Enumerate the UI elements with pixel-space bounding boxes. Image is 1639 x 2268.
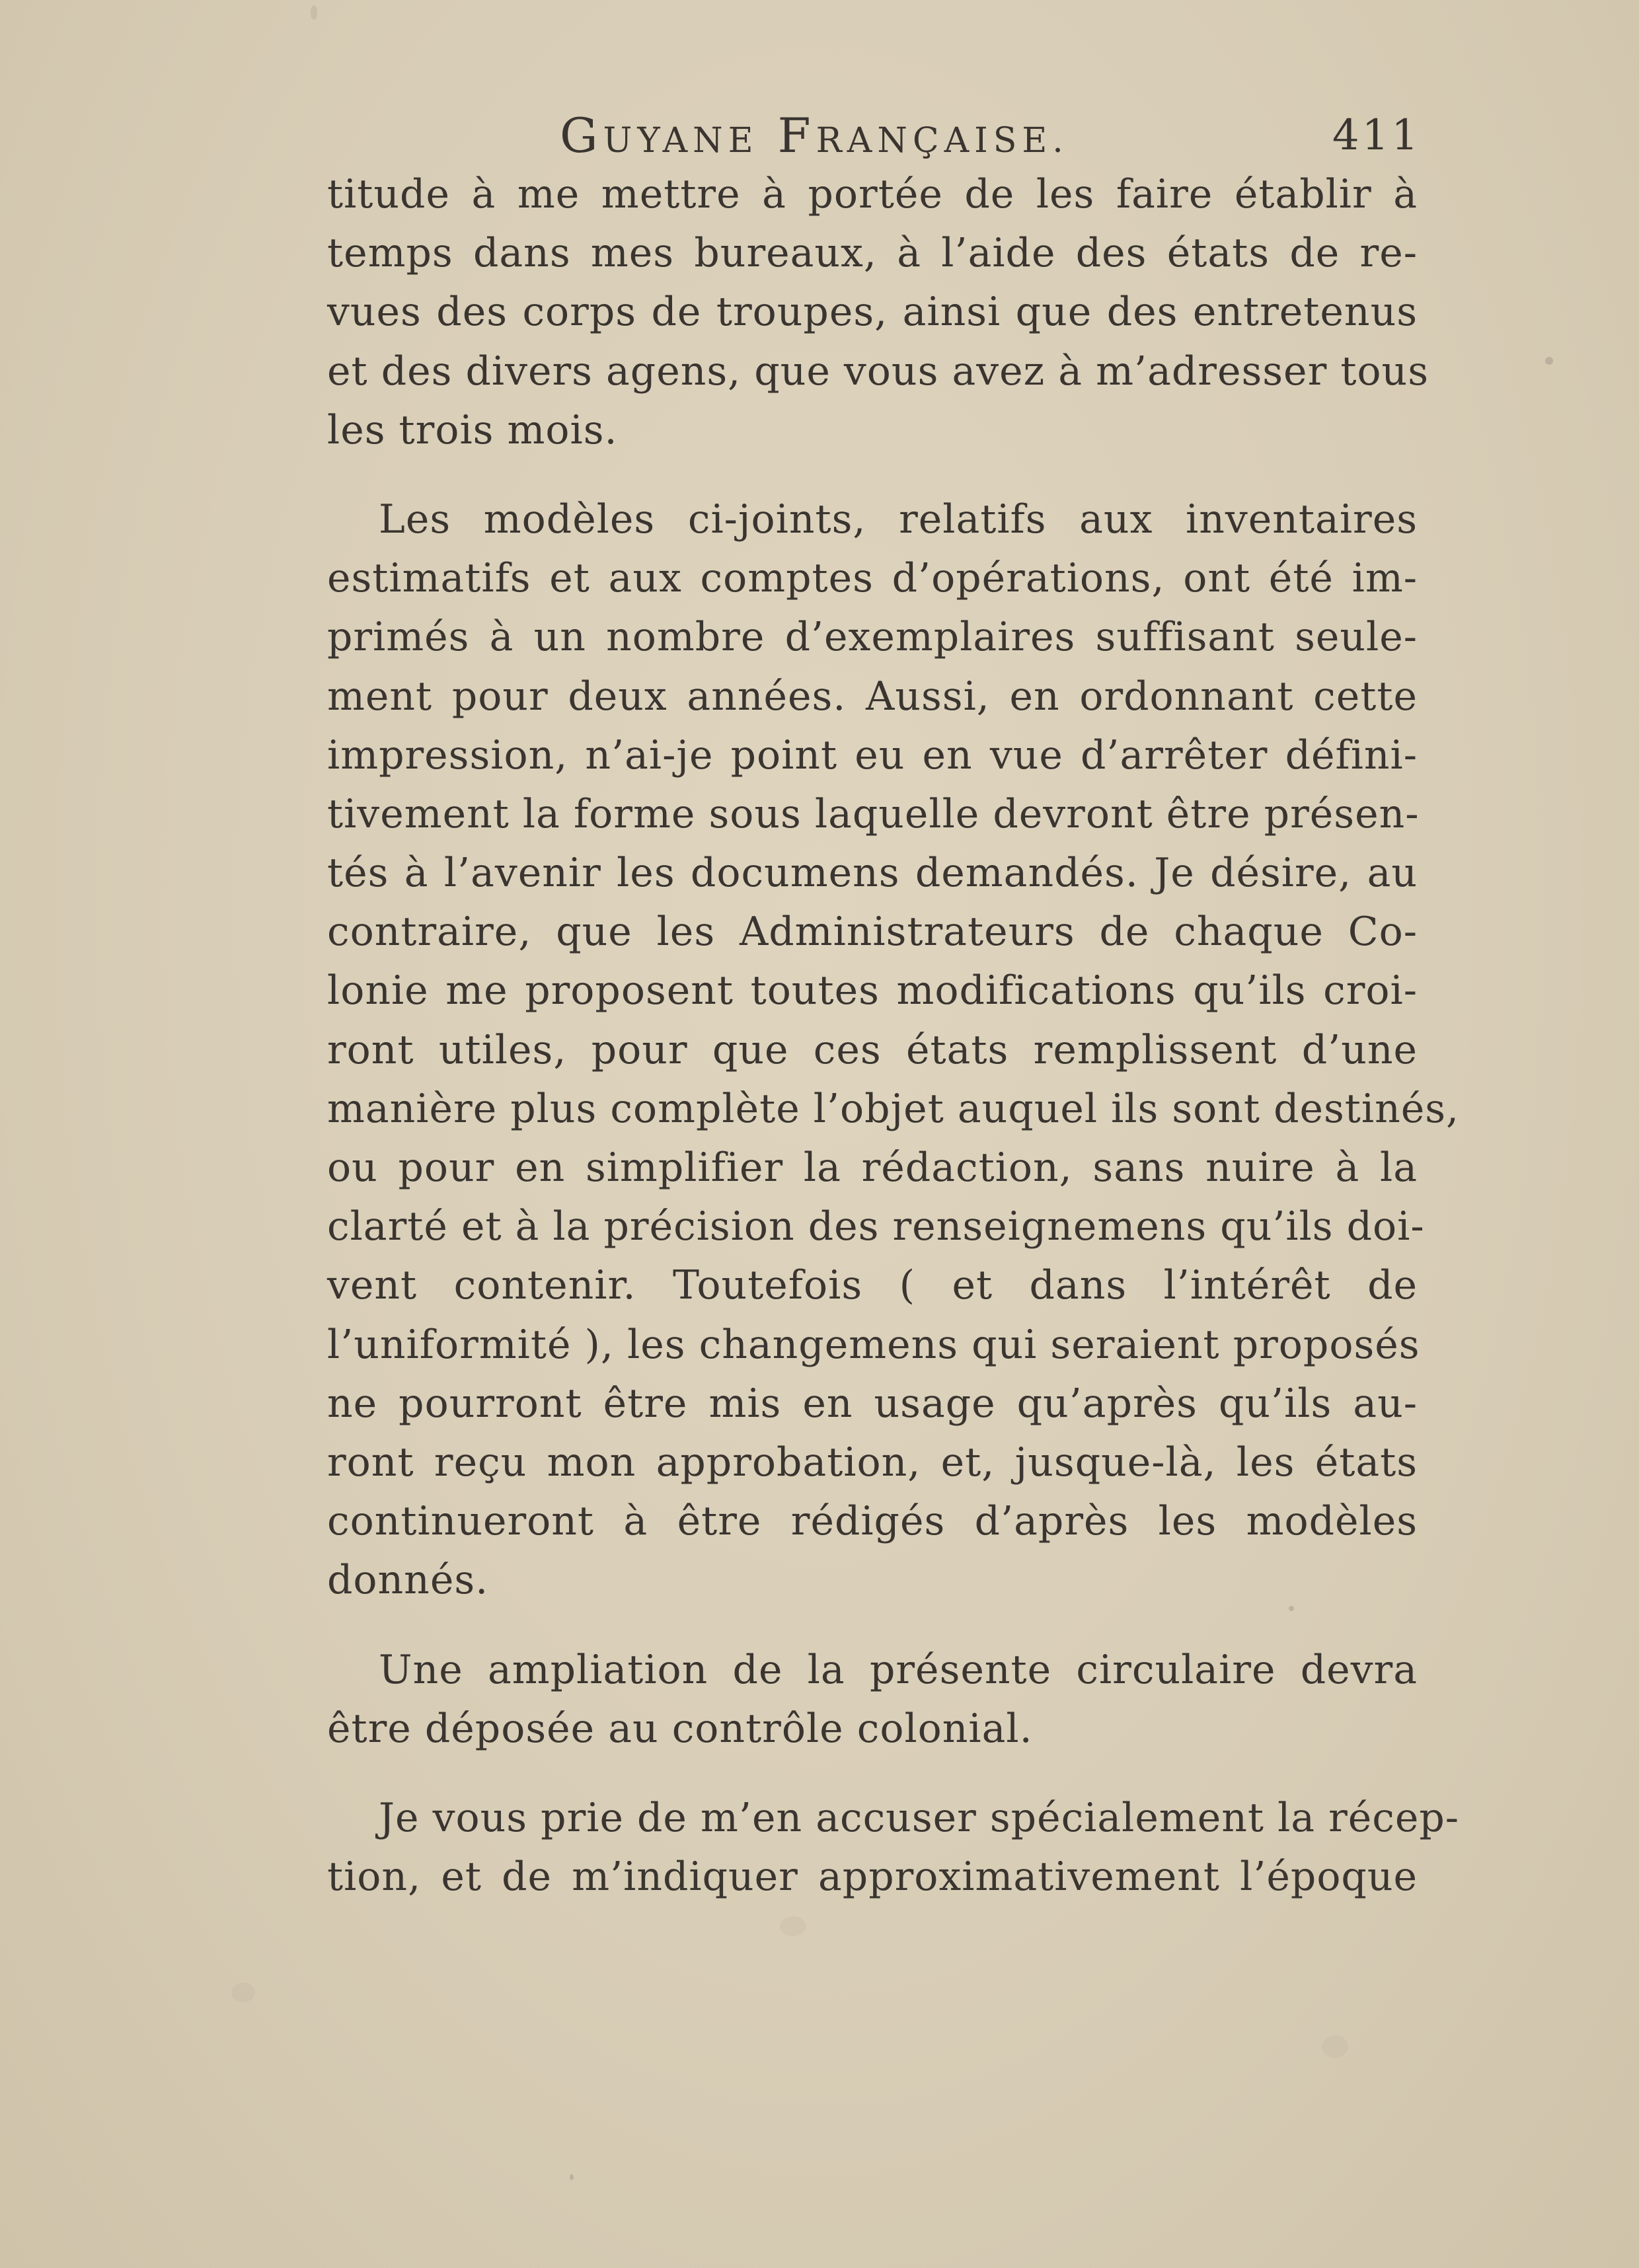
text-line: donnés. xyxy=(327,1557,489,1604)
text-line: Les modèles ci-joints, relatifs aux inventaires xyxy=(379,496,1418,543)
text-line: vues des corps de troupes, ainsi que des entretenus xyxy=(327,289,1418,336)
text-line: impression, n’ai-je point eu en vue d’arrêter défini- xyxy=(327,732,1418,778)
paragraph-2 xyxy=(327,490,1460,1610)
running-title-initial-2: F xyxy=(777,108,816,163)
page-number: 411 xyxy=(1332,111,1421,160)
text-line: temps dans mes bureaux, à l’aide des états de re- xyxy=(327,230,1418,277)
text-line: et des divers agens, que vous avez à m’adresser tous xyxy=(327,348,1429,395)
text-line: titude à me mettre à portée de les faire établir à xyxy=(327,171,1418,217)
text-line: ou pour en simplifier la rédaction, sans nuire à la xyxy=(327,1145,1418,1191)
paper-speck xyxy=(1545,357,1553,365)
paper-speck xyxy=(780,1916,806,1936)
paper-speck xyxy=(1289,1606,1294,1611)
text-line: tivement la forme sous laquelle devront être présen- xyxy=(327,790,1420,837)
text-line: tés à l’avenir les documens demandés. Je désire, au xyxy=(327,850,1418,897)
text-line: ment pour deux années. Aussi, en ordonnant cette xyxy=(327,673,1418,720)
running-title xyxy=(560,109,1069,167)
paragraph-1 xyxy=(327,165,1429,460)
running-title-part-1: UYANE xyxy=(603,121,759,161)
text-line: ront reçu mon approbation, et, jusque-là, les états xyxy=(327,1439,1418,1486)
text-line: clarté et à la précision des renseignemens qu’ils doi- xyxy=(327,1203,1425,1250)
text-line: continueront à être rédigés d’après les modèles xyxy=(327,1498,1418,1545)
text-line: primés à un nombre d’exemplaires suffisant seule- xyxy=(327,614,1418,661)
paragraph-3 xyxy=(327,1641,1418,1758)
running-title-part-2: RANÇAISE. xyxy=(816,121,1069,161)
page-header xyxy=(327,109,1421,162)
text-line: estimatifs et aux comptes d’opérations, ont été im- xyxy=(327,555,1418,602)
text-line: lonie me proposent toutes modifications qu’ils croi- xyxy=(327,967,1418,1014)
body-text xyxy=(327,165,1460,1907)
paper-speck xyxy=(311,5,317,20)
text-line: ront utiles, pour que ces états remplissent d’une xyxy=(327,1026,1418,1073)
text-line: Une ampliation de la présente circulaire devra xyxy=(379,1646,1418,1693)
text-line: contraire, que les Administrateurs de chaque Co- xyxy=(327,909,1418,956)
text-line: être déposée au contrôle colonial. xyxy=(327,1705,1033,1752)
paper-speck xyxy=(231,1983,255,2002)
text-line: vent contenir. Toutefois ( et dans l’intérêt de xyxy=(327,1262,1418,1309)
text-line: l’uniformité ), les changemens qui seraient proposés xyxy=(327,1321,1420,1368)
text-line: Je vous prie de m’en accuser spécialement la récep- xyxy=(379,1794,1460,1841)
text-line: ne pourront être mis en usage qu’après qu’ils au- xyxy=(327,1380,1418,1427)
paper-speck xyxy=(570,2174,574,2180)
text-line: les trois mois. xyxy=(327,406,618,453)
paper-speck xyxy=(1322,2035,1348,2058)
running-title-initial-1: G xyxy=(560,108,603,163)
paragraph-4 xyxy=(327,1789,1460,1907)
text-line: tion, et de m’indiquer approximativement l’époque xyxy=(327,1854,1418,1901)
text-line: manière plus complète l’objet auquel ils sont destinés, xyxy=(327,1085,1460,1132)
